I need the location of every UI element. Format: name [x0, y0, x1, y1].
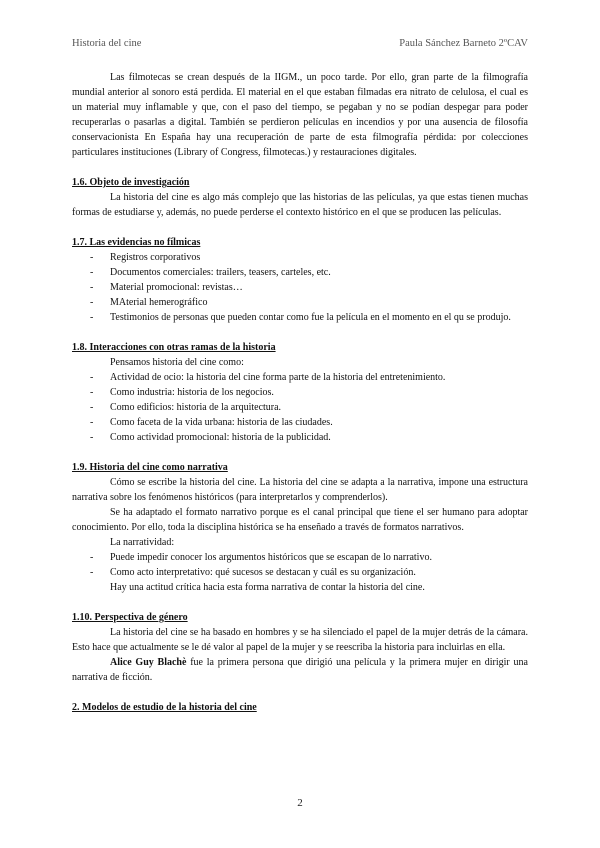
section-1-10-paragraph-2 [72, 655, 528, 685]
header-course-title: Historia del cine [72, 38, 142, 49]
page-header [72, 38, 528, 49]
section-1-6-paragraph: La historia del cine es algo más complejo que las historias de las películas, ya que estas tienen muchas formas de estudiarse y, además, no puede perderse el contexto histórico en el que se producen las películas. [72, 192, 528, 218]
section-1-9-paragraph-1: Cómo se escribe la historia del cine. La historia del cine se adapta a la narrativa, impone una estructura narrativa sobre los fenómenos históricos (para interpretarlos y comprenderlos). [72, 477, 528, 503]
section-1-8-lead: Pensamos historia del cine como: [110, 357, 244, 368]
section-1-10-paragraph-1: La historia del cine se ha basado en hombres y se ha silenciado el papel de la mujer detrás de la cámara. Esto hace que actualmente se le dé valor al papel de la mujer y se reescriba la historia para incluirlas en ella. [72, 627, 528, 653]
non-film-evidence-list [72, 250, 528, 325]
section-1-10-heading: 1.10. Perspectiva de género [72, 612, 188, 623]
list-item: - Material promocional: revistas… [72, 280, 528, 295]
section-1-7-heading: 1.7. Las evidencias no fílmicas [72, 237, 201, 248]
list-item: - MAterial hemerográfico [72, 295, 528, 310]
section-1-6-heading: 1.6. Objeto de investigación [72, 177, 190, 188]
alice-guy-text: fue la primera persona que dirigió una película y la primera mujer en dirigir una narrativa de ficción. [72, 657, 528, 683]
page-number: 2 [297, 797, 303, 809]
section-1-9-closing: Hay una actitud crítica hacia esta forma narrativa de contar la historia del cine. [110, 582, 425, 593]
list-item: - Como edificios: historia de la arquitectura. [72, 400, 528, 415]
header-author: Paula Sánchez Barneto 2ºCAV [399, 38, 528, 49]
section-1-9-paragraph-2: Se ha adaptado el formato narrativo porque es el canal principal que tiene el ser humano para adoptar conocimiento. Por ello, toda la disciplina histórica se ha enseñado a través de formatos narrativos. [72, 507, 528, 533]
list-item: - Como industria: historia de los negocios. [72, 385, 528, 400]
section-2-heading: 2. Modelos de estudio de la historia del cine [72, 702, 257, 713]
alice-guy-name: Alice Guy Blachè [110, 657, 187, 668]
history-branches-list [72, 370, 528, 445]
list-item: - Como actividad promocional: historia de la publicidad. [72, 430, 528, 445]
list-item: - Documentos comerciales: trailers, teasers, carteles, etc. [72, 265, 528, 280]
intro-paragraph: Las filmotecas se crean después de la IIGM., un poco tarde. Por ello, gran parte de la filmografía mundial anterior al sonoro está perdida. El material en el que estaban filmadas era nitrato de celulosa, el cual es un material muy inflamable y que, con el paso del tiempo, se pegaban y no se podían despegar para poder recuperarlas o pasarlas a digital. También se perdieron películas en incendios y por una ausencia de filosofía conservacionista En España hay una recuperación de parte de esta filmografía pérdida: por colecciones particulares instituciones (Library of Congress, filmotecas.) y restauraciones digitales. [72, 72, 528, 158]
section-1-9-heading: 1.9. Historia del cine como narrativa [72, 462, 228, 473]
list-item: - Como faceta de la vida urbana: historia de las ciudades. [72, 415, 528, 430]
narrativity-list [72, 550, 528, 580]
list-item: - Testimonios de personas que pueden contar como fue la película en el momento en el qu se produjo. [72, 310, 528, 325]
section-1-9-lead: La narratividad: [110, 537, 175, 548]
section-1-8-heading: 1.8. Interacciones con otras ramas de la historia [72, 342, 276, 353]
list-item: - Registros corporativos [72, 250, 528, 265]
list-item: - Puede impedir conocer los argumentos históricos que se escapan de lo narrativo. [72, 550, 528, 565]
list-item: - Actividad de ocio: la historia del cine forma parte de la historia del entretenimiento. [72, 370, 528, 385]
list-item: - Como acto interpretativo: qué sucesos se destacan y cuál es su organización. [72, 565, 528, 580]
document-body [72, 70, 528, 715]
